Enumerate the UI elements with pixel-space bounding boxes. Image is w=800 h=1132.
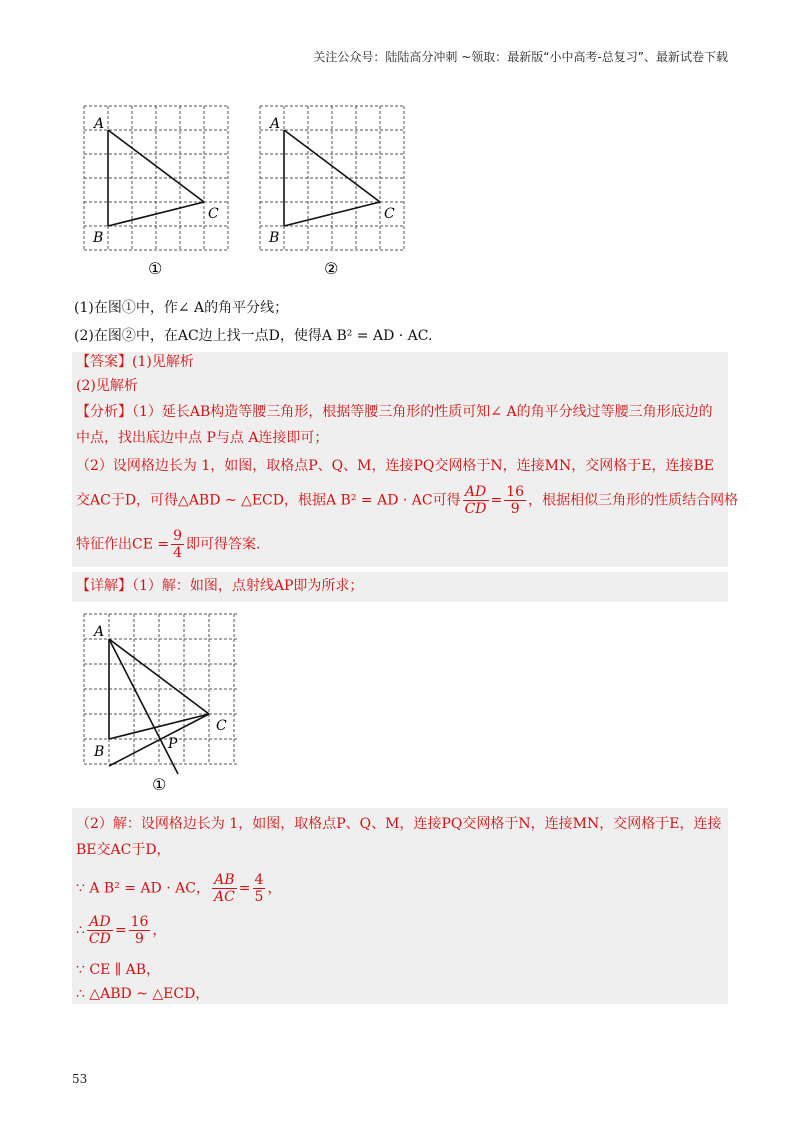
detail-line-4-post: ， [267, 880, 282, 897]
fraction-numerator: 16 [506, 484, 525, 500]
answer-line-2: (2)见解析 [76, 378, 138, 394]
detail-line-3: BE交AC于D， [76, 842, 171, 858]
analysis-line-5-pre: 特征作出CE = [76, 536, 170, 553]
page-header: 关注公众号：陆陆高分冲刺 ~领取：最新版“小中高考-总复习”、最新试卷下载 [313, 50, 728, 64]
fraction-denominator: 9 [135, 931, 144, 947]
detail-line-4 [76, 872, 281, 905]
detail-line-4-pre: ∵ A B² = AD · AC， [76, 880, 210, 897]
detail-line-5 [76, 914, 166, 947]
fig2-point-b: B [269, 230, 280, 246]
analysis-line-2: 中点，找出底边中点 P与点 A连接即可； [76, 430, 329, 446]
fig1-point-c: C [208, 206, 219, 222]
fig3-label: ① [152, 775, 167, 794]
fig3-point-p: P [168, 736, 178, 752]
fig3-point-a: A [94, 624, 105, 640]
detail-fraction-16-9 [129, 914, 151, 947]
analysis-line-3: （2）设网格边长为 1，如图，取格点P、Q、M，连接PQ交网格于N，连接MN，交网格于E，连接BE [76, 458, 714, 474]
detail-box [72, 572, 728, 602]
equals-sign: = [490, 492, 503, 509]
figure-1-diagram [80, 102, 240, 280]
detail-fraction-ad-cd [87, 914, 113, 947]
fig2-label: ② [324, 259, 339, 278]
figure-2 [256, 102, 416, 280]
fig1-point-b: B [93, 230, 104, 246]
analysis-line-4-pre: 交AC于D，可得△ABD ~ △ECD，根据A B² = AD · AC可得 [76, 492, 461, 509]
fraction-numerator: AD [463, 484, 489, 501]
fig3-point-b: B [94, 744, 105, 760]
fraction-numerator: AB [212, 872, 237, 889]
analysis-line-4-post: ，根据相似三角形的性质结合网格 [528, 492, 739, 509]
fraction-denominator: 9 [510, 501, 520, 517]
detail-line-7: ∴ △ABD ~ △ECD， [76, 986, 210, 1002]
detail-line-6: ∵ CE ∥ AB， [76, 962, 161, 978]
detail-fraction-4-5 [253, 872, 266, 905]
fraction-denominator: CD [88, 931, 111, 947]
fig1-point-a: A [94, 116, 105, 132]
detail-line-2: （2）解：设网格边长为 1，如图，取格点P、Q、M，连接PQ交网格于N，连接MN，交网格于E，连接 [76, 816, 722, 832]
fig2-point-c: C [384, 206, 395, 222]
detail-line-1: 【详解】（1）解：如图，点射线AP即为所求； [76, 578, 364, 594]
question-1: (1)在图①中，作∠ A的角平分线； [74, 300, 289, 316]
detail-line-5-post: ， [152, 922, 167, 939]
detail-box-2 [72, 808, 728, 1004]
answer-label: 【答案】(1)见解析 [76, 354, 194, 370]
fraction-denominator: AC [213, 889, 235, 905]
fig1-label: ① [148, 259, 163, 278]
figure-1 [80, 102, 240, 280]
question-2: (2)在图②中，在AC边上找一点D，使得A B² = AD · AC. [74, 328, 433, 344]
page-number: 53 [72, 1072, 88, 1086]
fraction-numerator: 4 [254, 872, 264, 888]
figure-2-diagram [256, 102, 416, 280]
detail-line-5-pre: ∴ [76, 922, 85, 939]
fraction-denominator: 4 [173, 545, 183, 561]
analysis-line-5-post: 即可得答案. [186, 536, 261, 553]
figure-3 [72, 602, 250, 807]
analysis-line-4 [76, 484, 738, 517]
equals-sign: = [114, 922, 127, 939]
equals-sign: = [238, 880, 251, 897]
analysis-fraction-ad-cd [463, 484, 489, 517]
answer-box [72, 352, 739, 567]
analysis-line-5 [76, 528, 261, 561]
fraction-denominator: CD [464, 501, 487, 517]
analysis-line-1: 【分析】（1）延长AB构造等腰三角形，根据等腰三角形的性质可知∠ A的角平分线过等腰三角形底边的 [76, 404, 713, 420]
figure-3-diagram [72, 602, 250, 807]
fraction-denominator: 5 [254, 889, 264, 905]
fig2-point-a: A [270, 116, 281, 132]
fraction-numerator: AD [87, 914, 113, 931]
fraction-numerator: 9 [173, 528, 183, 544]
detail-fraction-ab-ac [212, 872, 237, 905]
fraction-numerator: 16 [130, 914, 149, 930]
fig3-point-c: C [216, 718, 227, 734]
analysis-fraction-9-4 [171, 528, 184, 561]
analysis-fraction-16-9 [504, 484, 526, 517]
